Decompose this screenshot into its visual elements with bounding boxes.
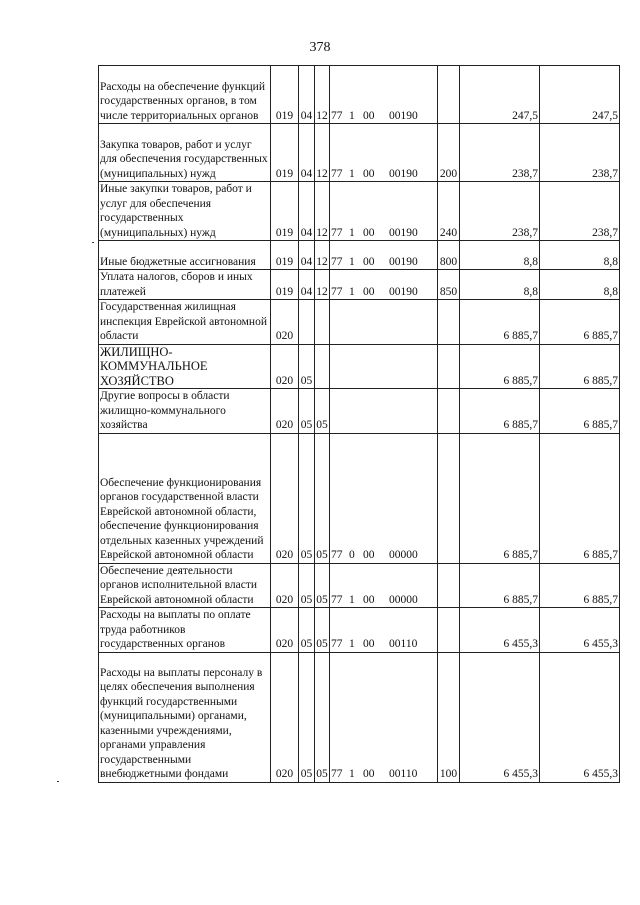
row-vr-code: 100 <box>438 652 460 782</box>
row-rz-code: 05 <box>299 563 315 608</box>
row-vr-code <box>438 389 460 434</box>
target-code-part: 0 <box>349 549 355 561</box>
row-rz-code: 04 <box>299 66 315 124</box>
row-name: Государственная жилищная инспекция Еврейской автономной области <box>99 300 271 345</box>
row-vr-code <box>438 608 460 653</box>
target-code-part: 1 <box>349 638 355 650</box>
scan-speck <box>57 781 59 782</box>
row-gr-code: 019 <box>271 182 299 241</box>
target-code-part: 77 <box>331 768 343 780</box>
row-name: ЖИЛИЩНО-КОММУНАЛЬНОЕ ХОЗЯЙСТВО <box>99 344 271 389</box>
row-pr-code: 12 <box>315 241 330 270</box>
row-pr-code: 12 <box>315 66 330 124</box>
row-sum-1: 8,8 <box>460 270 540 300</box>
row-gr-code: 020 <box>271 300 299 345</box>
row-gr-code: 019 <box>271 66 299 124</box>
target-code-part: 00 <box>363 593 375 606</box>
target-code-part: 00190 <box>389 167 418 180</box>
row-sum-2: 8,8 <box>540 241 620 270</box>
target-code-part: 00 <box>363 285 375 298</box>
table-row <box>99 124 620 182</box>
target-code-part: 00 <box>363 226 375 239</box>
row-target-code <box>330 652 438 782</box>
row-sum-2: 6 885,7 <box>540 300 620 345</box>
table-row <box>99 66 620 124</box>
row-sum-1: 8,8 <box>460 241 540 270</box>
row-vr-code: 240 <box>438 182 460 241</box>
row-gr-code: 020 <box>271 608 299 653</box>
row-sum-1: 247,5 <box>460 66 540 124</box>
target-code-part: 77 <box>331 549 343 561</box>
row-rz-code: 04 <box>299 124 315 182</box>
row-gr-code: 020 <box>271 433 299 563</box>
row-sum-1: 238,7 <box>460 124 540 182</box>
target-code-part: 00000 <box>389 549 418 561</box>
row-vr-code <box>438 433 460 563</box>
row-target-code <box>330 241 438 270</box>
row-name: Расходы на выплаты персоналу в целях обеспечения выполнения функций государственными (муниципальными) органами, казенными учреждениями, органами управления государственными внебюджетными фондами <box>99 652 271 782</box>
target-code-part: 00 <box>363 109 375 122</box>
row-name: Иные закупки товаров, работ и услуг для обеспечения государственных (муниципальных) нужд <box>99 182 271 241</box>
row-sum-1: 6 885,7 <box>460 344 540 389</box>
row-target-code <box>330 563 438 608</box>
row-pr-code: 12 <box>315 182 330 241</box>
target-code-part: 77 <box>331 226 343 239</box>
row-pr-code: 05 <box>315 433 330 563</box>
row-target-code <box>330 608 438 653</box>
target-code-part: 00 <box>363 768 375 780</box>
target-code-part: 77 <box>331 638 343 650</box>
page-number: 378 <box>309 40 331 55</box>
target-code-part: 1 <box>349 285 355 298</box>
table-row <box>99 652 620 782</box>
table-row <box>99 389 620 434</box>
target-code-part: 77 <box>331 255 343 268</box>
target-code-part: 00110 <box>389 768 418 780</box>
row-target-code <box>330 124 438 182</box>
row-pr-code: 05 <box>315 608 330 653</box>
row-sum-2: 6 885,7 <box>540 563 620 608</box>
table-row <box>99 608 620 653</box>
row-rz-code: 04 <box>299 270 315 300</box>
row-sum-1: 6 455,3 <box>460 652 540 782</box>
target-code-part: 77 <box>331 167 343 180</box>
row-vr-code <box>438 563 460 608</box>
row-name: Другие вопросы в области жилищно-коммунального хозяйства <box>99 389 271 434</box>
scan-speck <box>92 242 94 243</box>
row-target-code <box>330 433 438 563</box>
row-sum-1: 238,7 <box>460 182 540 241</box>
row-target-code <box>330 300 438 345</box>
row-pr-code <box>315 344 330 389</box>
target-code-part: 00190 <box>389 255 418 268</box>
row-sum-1: 6 885,7 <box>460 433 540 563</box>
row-target-code <box>330 270 438 300</box>
row-gr-code: 019 <box>271 124 299 182</box>
row-sum-2: 6 455,3 <box>540 652 620 782</box>
target-code-part: 00190 <box>389 226 418 239</box>
row-sum-2: 6 885,7 <box>540 344 620 389</box>
row-name: Закупка товаров, работ и услуг для обеспечения государственных (муниципальных) нужд <box>99 124 271 182</box>
budget-table <box>98 65 620 783</box>
row-pr-code <box>315 300 330 345</box>
row-gr-code: 020 <box>271 563 299 608</box>
row-pr-code: 05 <box>315 652 330 782</box>
target-code-part: 1 <box>349 109 355 122</box>
row-target-code <box>330 344 438 389</box>
row-name: Расходы на обеспечение функций государственных органов, в том числе территориальных органов <box>99 66 271 124</box>
target-code-part: 00190 <box>389 109 418 122</box>
row-sum-2: 6 885,7 <box>540 433 620 563</box>
row-name: Расходы на выплаты по оплате труда работников государственных органов <box>99 608 271 653</box>
row-vr-code <box>438 344 460 389</box>
target-code-part: 77 <box>331 285 343 298</box>
row-name: Обеспечение функционирования органов государственной власти Еврейской автономной области, обеспечение функционирования отдельных казенных учреждений Еврейской автономной области <box>99 433 271 563</box>
table-row <box>99 344 620 389</box>
row-pr-code: 05 <box>315 389 330 434</box>
row-rz-code: 05 <box>299 344 315 389</box>
row-vr-code <box>438 300 460 345</box>
target-code-part: 77 <box>331 593 343 606</box>
target-code-part: 1 <box>349 593 355 606</box>
row-gr-code: 019 <box>271 270 299 300</box>
target-code-part: 00 <box>363 549 375 561</box>
row-sum-2: 238,7 <box>540 182 620 241</box>
target-code-part: 00000 <box>389 593 418 606</box>
target-code-part: 1 <box>349 768 355 780</box>
table-row <box>99 270 620 300</box>
target-code-part: 1 <box>349 226 355 239</box>
row-rz-code: 04 <box>299 182 315 241</box>
row-gr-code: 020 <box>271 652 299 782</box>
row-target-code <box>330 389 438 434</box>
row-sum-2: 238,7 <box>540 124 620 182</box>
row-sum-1: 6 885,7 <box>460 563 540 608</box>
row-sum-1: 6 885,7 <box>460 300 540 345</box>
row-target-code <box>330 66 438 124</box>
row-sum-2: 247,5 <box>540 66 620 124</box>
row-rz-code: 05 <box>299 433 315 563</box>
row-sum-2: 6 455,3 <box>540 608 620 653</box>
row-vr-code <box>438 66 460 124</box>
row-target-code <box>330 182 438 241</box>
row-rz-code: 05 <box>299 652 315 782</box>
row-pr-code: 05 <box>315 563 330 608</box>
target-code-part: 1 <box>349 167 355 180</box>
row-sum-1: 6 455,3 <box>460 608 540 653</box>
row-sum-2: 8,8 <box>540 270 620 300</box>
table-row <box>99 563 620 608</box>
target-code-part: 00 <box>363 638 375 650</box>
row-rz-code: 05 <box>299 608 315 653</box>
row-rz-code: 05 <box>299 389 315 434</box>
target-code-part: 00 <box>363 255 375 268</box>
table-row <box>99 300 620 345</box>
row-gr-code: 019 <box>271 241 299 270</box>
target-code-part: 77 <box>331 109 343 122</box>
row-vr-code: 800 <box>438 241 460 270</box>
row-name: Уплата налогов, сборов и иных платежей <box>99 270 271 300</box>
row-sum-1: 6 885,7 <box>460 389 540 434</box>
row-gr-code: 020 <box>271 389 299 434</box>
table-row <box>99 241 620 270</box>
row-vr-code: 850 <box>438 270 460 300</box>
row-pr-code: 12 <box>315 270 330 300</box>
target-code-part: 00190 <box>389 285 418 298</box>
table-row <box>99 182 620 241</box>
row-sum-2: 6 885,7 <box>540 389 620 434</box>
target-code-part: 00110 <box>389 638 418 650</box>
row-rz-code: 04 <box>299 241 315 270</box>
row-name: Обеспечение деятельности органов исполнительной власти Еврейской автономной области <box>99 563 271 608</box>
row-name: Иные бюджетные ассигнования <box>99 241 271 270</box>
target-code-part: 1 <box>349 255 355 268</box>
row-pr-code: 12 <box>315 124 330 182</box>
table-row <box>99 433 620 563</box>
row-vr-code: 200 <box>438 124 460 182</box>
target-code-part: 00 <box>363 167 375 180</box>
row-gr-code: 020 <box>271 344 299 389</box>
row-rz-code <box>299 300 315 345</box>
